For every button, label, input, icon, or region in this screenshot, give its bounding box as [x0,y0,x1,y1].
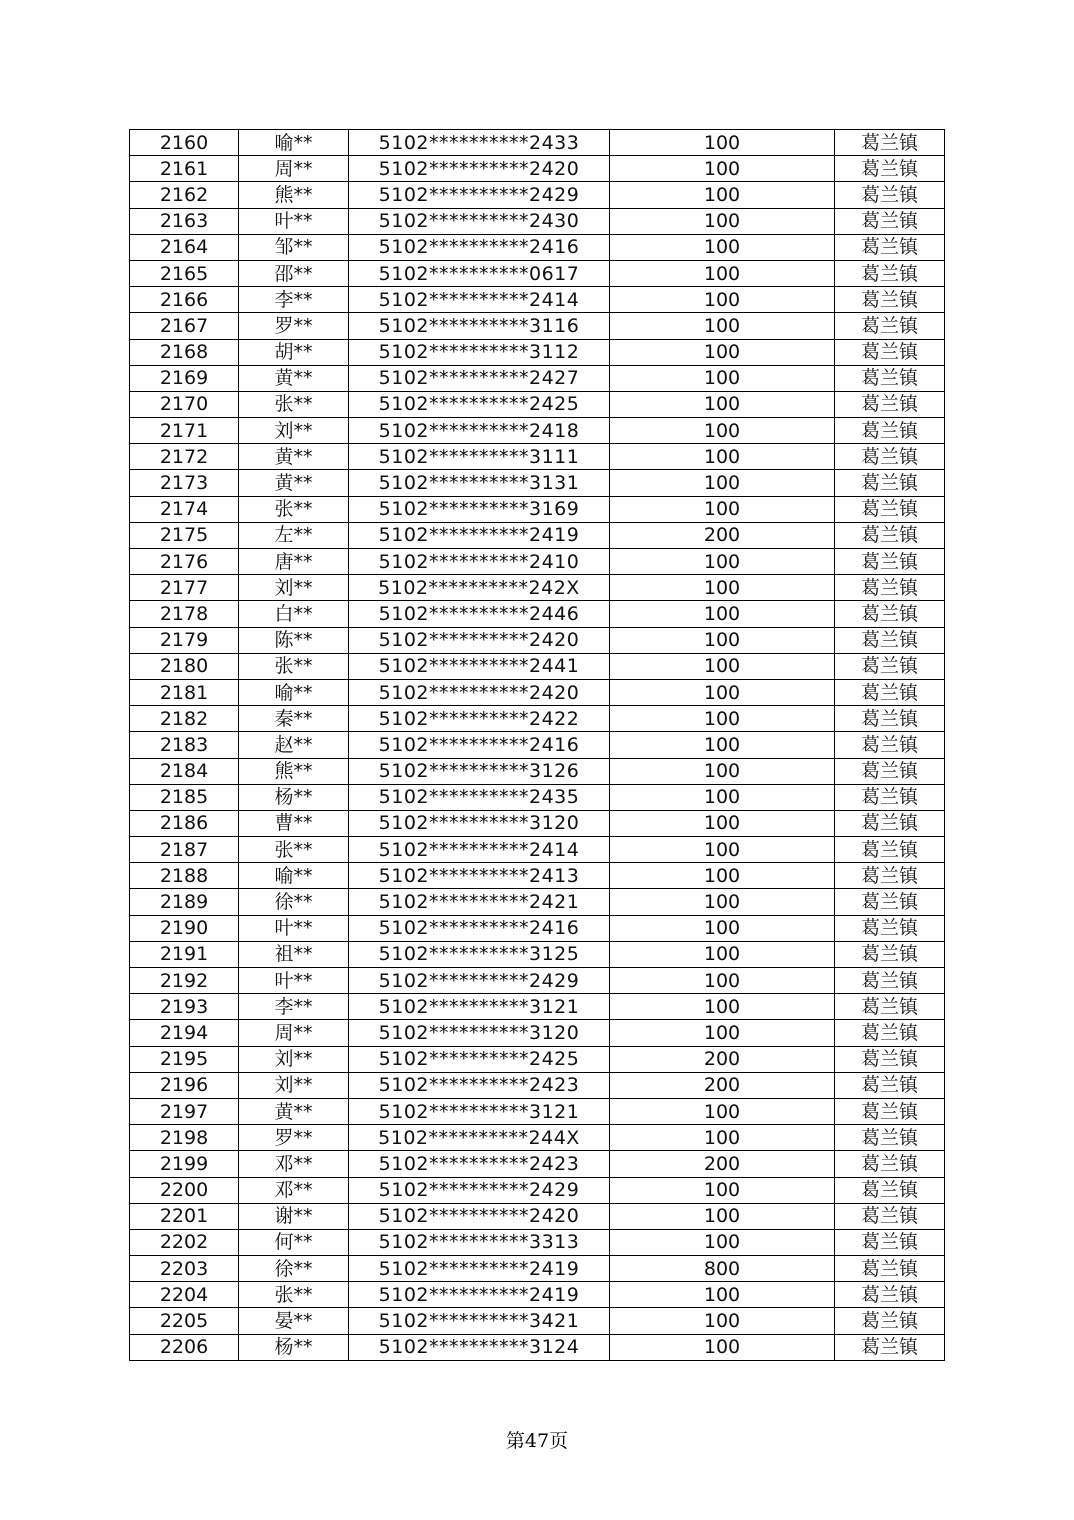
amount-cell: 100 [610,601,835,627]
amount-cell: 100 [610,391,835,417]
table-row [130,1098,945,1124]
table-row [130,810,945,836]
table-row [130,1256,945,1282]
town-cell: 葛兰镇 [835,1125,945,1151]
recipient-table [129,129,945,1361]
row-number-cell: 2191 [130,941,239,967]
name-cell: 陈** [239,627,349,653]
table-row [130,601,945,627]
table-row [130,391,945,417]
table-row [130,1046,945,1072]
name-cell: 叶** [239,968,349,994]
table-row [130,1020,945,1046]
row-number-cell: 2175 [130,522,239,548]
row-number-cell: 2170 [130,391,239,417]
row-number-cell: 2194 [130,1020,239,1046]
id-number-cell: 5102**********2414 [349,287,610,313]
name-cell: 刘** [239,418,349,444]
amount-cell: 100 [610,444,835,470]
row-number-cell: 2161 [130,156,239,182]
table-row [130,522,945,548]
id-number-cell: 5102**********2435 [349,784,610,810]
name-cell: 黄** [239,1098,349,1124]
id-number-cell: 5102**********2423 [349,1072,610,1098]
name-cell: 熊** [239,182,349,208]
amount-cell: 100 [610,889,835,915]
id-number-cell: 5102**********3126 [349,758,610,784]
name-cell: 何** [239,1229,349,1255]
table-body [130,130,945,1361]
table-row [130,1203,945,1229]
name-cell: 叶** [239,915,349,941]
amount-cell: 100 [610,182,835,208]
name-cell: 熊** [239,758,349,784]
town-cell: 葛兰镇 [835,339,945,365]
town-cell: 葛兰镇 [835,549,945,575]
town-cell: 葛兰镇 [835,679,945,705]
town-cell: 葛兰镇 [835,889,945,915]
town-cell: 葛兰镇 [835,601,945,627]
row-number-cell: 2182 [130,706,239,732]
id-number-cell: 5102**********2429 [349,182,610,208]
town-cell: 葛兰镇 [835,182,945,208]
amount-cell: 100 [610,679,835,705]
id-number-cell: 5102**********2433 [349,130,610,156]
table-row [130,941,945,967]
amount-cell: 100 [610,313,835,339]
id-number-cell: 5102**********2416 [349,234,610,260]
town-cell: 葛兰镇 [835,1177,945,1203]
id-number-cell: 5102**********2425 [349,391,610,417]
name-cell: 张** [239,391,349,417]
town-cell: 葛兰镇 [835,732,945,758]
row-number-cell: 2166 [130,287,239,313]
id-number-cell: 5102**********2419 [349,1282,610,1308]
page-number: 第47页 [505,1430,569,1452]
amount-cell: 100 [610,287,835,313]
row-number-cell: 2172 [130,444,239,470]
row-number-cell: 2177 [130,575,239,601]
town-cell: 葛兰镇 [835,837,945,863]
table-row [130,365,945,391]
town-cell: 葛兰镇 [835,287,945,313]
row-number-cell: 2162 [130,182,239,208]
row-number-cell: 2176 [130,549,239,575]
table-row [130,182,945,208]
table-row [130,1125,945,1151]
town-cell: 葛兰镇 [835,391,945,417]
row-number-cell: 2184 [130,758,239,784]
amount-cell: 100 [610,1334,835,1360]
name-cell: 秦** [239,706,349,732]
id-number-cell: 5102**********2421 [349,889,610,915]
town-cell: 葛兰镇 [835,130,945,156]
table-row [130,130,945,156]
amount-cell: 100 [610,1229,835,1255]
amount-cell: 100 [610,810,835,836]
amount-cell: 100 [610,863,835,889]
id-number-cell: 5102**********2420 [349,156,610,182]
amount-cell: 100 [610,1203,835,1229]
id-number-cell: 5102**********2420 [349,627,610,653]
id-number-cell: 5102**********3120 [349,1020,610,1046]
table-row [130,994,945,1020]
row-number-cell: 2165 [130,260,239,286]
amount-cell: 100 [610,1020,835,1046]
name-cell: 李** [239,994,349,1020]
id-number-cell: 5102**********3169 [349,496,610,522]
amount-cell: 100 [610,234,835,260]
amount-cell: 100 [610,1098,835,1124]
id-number-cell: 5102**********3121 [349,1098,610,1124]
row-number-cell: 2169 [130,365,239,391]
amount-cell: 100 [610,339,835,365]
id-number-cell: 5102**********2441 [349,653,610,679]
amount-cell: 100 [610,784,835,810]
table-row [130,1229,945,1255]
amount-cell: 100 [610,130,835,156]
town-cell: 葛兰镇 [835,810,945,836]
amount-cell: 100 [610,1282,835,1308]
row-number-cell: 2190 [130,915,239,941]
amount-cell: 100 [610,208,835,234]
amount-cell: 800 [610,1256,835,1282]
town-cell: 葛兰镇 [835,784,945,810]
amount-cell: 100 [610,549,835,575]
amount-cell: 100 [610,994,835,1020]
row-number-cell: 2183 [130,732,239,758]
town-cell: 葛兰镇 [835,968,945,994]
table-row [130,1072,945,1098]
town-cell: 葛兰镇 [835,941,945,967]
table-row [130,234,945,260]
table-row [130,313,945,339]
table-row [130,208,945,234]
name-cell: 白** [239,601,349,627]
amount-cell: 100 [610,915,835,941]
name-cell: 周** [239,156,349,182]
name-cell: 李** [239,287,349,313]
name-cell: 张** [239,1282,349,1308]
name-cell: 徐** [239,889,349,915]
amount-cell: 200 [610,1046,835,1072]
table-row [130,287,945,313]
id-number-cell: 5102**********3116 [349,313,610,339]
amount-cell: 100 [610,653,835,679]
amount-cell: 100 [610,941,835,967]
amount-cell: 100 [610,496,835,522]
row-number-cell: 2168 [130,339,239,365]
row-number-cell: 2187 [130,837,239,863]
row-number-cell: 2179 [130,627,239,653]
table-row [130,1177,945,1203]
table-row [130,1334,945,1360]
row-number-cell: 2160 [130,130,239,156]
town-cell: 葛兰镇 [835,365,945,391]
amount-cell: 100 [610,1308,835,1334]
town-cell: 葛兰镇 [835,444,945,470]
name-cell: 张** [239,653,349,679]
table-row [130,837,945,863]
id-number-cell: 5102**********3121 [349,994,610,1020]
row-number-cell: 2205 [130,1308,239,1334]
name-cell: 邵** [239,260,349,286]
name-cell: 谢** [239,1203,349,1229]
town-cell: 葛兰镇 [835,234,945,260]
town-cell: 葛兰镇 [835,915,945,941]
town-cell: 葛兰镇 [835,863,945,889]
table-row [130,627,945,653]
table-row [130,418,945,444]
town-cell: 葛兰镇 [835,156,945,182]
table-row [130,1151,945,1177]
id-number-cell: 5102**********2420 [349,1203,610,1229]
town-cell: 葛兰镇 [835,470,945,496]
row-number-cell: 2185 [130,784,239,810]
table-row [130,968,945,994]
id-number-cell: 5102**********2413 [349,863,610,889]
row-number-cell: 2196 [130,1072,239,1098]
table-row [130,732,945,758]
amount-cell: 100 [610,627,835,653]
town-cell: 葛兰镇 [835,706,945,732]
id-number-cell: 5102**********3120 [349,810,610,836]
row-number-cell: 2203 [130,1256,239,1282]
name-cell: 叶** [239,208,349,234]
row-number-cell: 2163 [130,208,239,234]
name-cell: 黄** [239,365,349,391]
town-cell: 葛兰镇 [835,1072,945,1098]
amount-cell: 100 [610,156,835,182]
town-cell: 葛兰镇 [835,260,945,286]
table-row [130,863,945,889]
table-row [130,706,945,732]
row-number-cell: 2192 [130,968,239,994]
id-number-cell: 5102**********2446 [349,601,610,627]
name-cell: 喻** [239,130,349,156]
name-cell: 喻** [239,863,349,889]
id-number-cell: 5102**********3125 [349,941,610,967]
row-number-cell: 2201 [130,1203,239,1229]
name-cell: 刘** [239,1072,349,1098]
name-cell: 赵** [239,732,349,758]
row-number-cell: 2200 [130,1177,239,1203]
id-number-cell: 5102**********0617 [349,260,610,286]
amount-cell: 100 [610,758,835,784]
id-number-cell: 5102**********3421 [349,1308,610,1334]
name-cell: 张** [239,496,349,522]
id-number-cell: 5102**********244X [349,1125,610,1151]
amount-cell: 100 [610,365,835,391]
table-row [130,496,945,522]
amount-cell: 100 [610,260,835,286]
id-number-cell: 5102**********2410 [349,549,610,575]
name-cell: 祖** [239,941,349,967]
row-number-cell: 2204 [130,1282,239,1308]
id-number-cell: 5102**********3112 [349,339,610,365]
table-row [130,575,945,601]
town-cell: 葛兰镇 [835,1151,945,1177]
amount-cell: 100 [610,1177,835,1203]
row-number-cell: 2173 [130,470,239,496]
table-row [130,444,945,470]
name-cell: 晏** [239,1308,349,1334]
name-cell: 刘** [239,1046,349,1072]
amount-cell: 100 [610,732,835,758]
amount-cell: 100 [610,968,835,994]
amount-cell: 200 [610,1151,835,1177]
id-number-cell: 5102**********3313 [349,1229,610,1255]
name-cell: 喻** [239,679,349,705]
row-number-cell: 2189 [130,889,239,915]
row-number-cell: 2188 [130,863,239,889]
amount-cell: 100 [610,470,835,496]
town-cell: 葛兰镇 [835,1203,945,1229]
table-row [130,156,945,182]
table-row [130,470,945,496]
name-cell: 刘** [239,575,349,601]
id-number-cell: 5102**********2423 [349,1151,610,1177]
amount-cell: 100 [610,575,835,601]
row-number-cell: 2202 [130,1229,239,1255]
table-row [130,260,945,286]
town-cell: 葛兰镇 [835,575,945,601]
town-cell: 葛兰镇 [835,1282,945,1308]
name-cell: 唐** [239,549,349,575]
name-cell: 张** [239,837,349,863]
town-cell: 葛兰镇 [835,1098,945,1124]
amount-cell: 100 [610,706,835,732]
town-cell: 葛兰镇 [835,313,945,339]
name-cell: 曹** [239,810,349,836]
row-number-cell: 2195 [130,1046,239,1072]
id-number-cell: 5102**********2429 [349,1177,610,1203]
id-number-cell: 5102**********2416 [349,915,610,941]
row-number-cell: 2193 [130,994,239,1020]
id-number-cell: 5102**********2429 [349,968,610,994]
table-row [130,915,945,941]
town-cell: 葛兰镇 [835,1256,945,1282]
row-number-cell: 2199 [130,1151,239,1177]
table-row [130,1282,945,1308]
town-cell: 葛兰镇 [835,208,945,234]
town-cell: 葛兰镇 [835,758,945,784]
amount-cell: 100 [610,1125,835,1151]
id-number-cell: 5102**********2422 [349,706,610,732]
town-cell: 葛兰镇 [835,418,945,444]
table-row [130,653,945,679]
name-cell: 胡** [239,339,349,365]
row-number-cell: 2206 [130,1334,239,1360]
town-cell: 葛兰镇 [835,522,945,548]
town-cell: 葛兰镇 [835,1334,945,1360]
row-number-cell: 2167 [130,313,239,339]
row-number-cell: 2178 [130,601,239,627]
name-cell: 黄** [239,444,349,470]
id-number-cell: 5102**********2419 [349,522,610,548]
id-number-cell: 5102**********2430 [349,208,610,234]
name-cell: 邓** [239,1151,349,1177]
row-number-cell: 2181 [130,679,239,705]
name-cell: 邹** [239,234,349,260]
id-number-cell: 5102**********3111 [349,444,610,470]
row-number-cell: 2171 [130,418,239,444]
amount-cell: 100 [610,418,835,444]
id-number-cell: 5102**********2414 [349,837,610,863]
town-cell: 葛兰镇 [835,1229,945,1255]
id-number-cell: 5102**********3131 [349,470,610,496]
id-number-cell: 5102**********2418 [349,418,610,444]
amount-cell: 100 [610,837,835,863]
table-row [130,758,945,784]
table-row [130,784,945,810]
row-number-cell: 2164 [130,234,239,260]
name-cell: 左** [239,522,349,548]
name-cell: 杨** [239,1334,349,1360]
town-cell: 葛兰镇 [835,1046,945,1072]
row-number-cell: 2186 [130,810,239,836]
name-cell: 周** [239,1020,349,1046]
name-cell: 罗** [239,313,349,339]
id-number-cell: 5102**********242X [349,575,610,601]
town-cell: 葛兰镇 [835,994,945,1020]
id-number-cell: 5102**********2427 [349,365,610,391]
row-number-cell: 2198 [130,1125,239,1151]
town-cell: 葛兰镇 [835,653,945,679]
name-cell: 邓** [239,1177,349,1203]
id-number-cell: 5102**********3124 [349,1334,610,1360]
row-number-cell: 2180 [130,653,239,679]
name-cell: 杨** [239,784,349,810]
table-row [130,1308,945,1334]
id-number-cell: 5102**********2420 [349,679,610,705]
table-row [130,339,945,365]
town-cell: 葛兰镇 [835,496,945,522]
id-number-cell: 5102**********2416 [349,732,610,758]
town-cell: 葛兰镇 [835,627,945,653]
name-cell: 罗** [239,1125,349,1151]
table-row [130,889,945,915]
table-row [130,679,945,705]
id-number-cell: 5102**********2425 [349,1046,610,1072]
row-number-cell: 2197 [130,1098,239,1124]
name-cell: 黄** [239,470,349,496]
town-cell: 葛兰镇 [835,1020,945,1046]
amount-cell: 200 [610,1072,835,1098]
name-cell: 徐** [239,1256,349,1282]
amount-cell: 200 [610,522,835,548]
town-cell: 葛兰镇 [835,1308,945,1334]
row-number-cell: 2174 [130,496,239,522]
id-number-cell: 5102**********2419 [349,1256,610,1282]
table-row [130,549,945,575]
